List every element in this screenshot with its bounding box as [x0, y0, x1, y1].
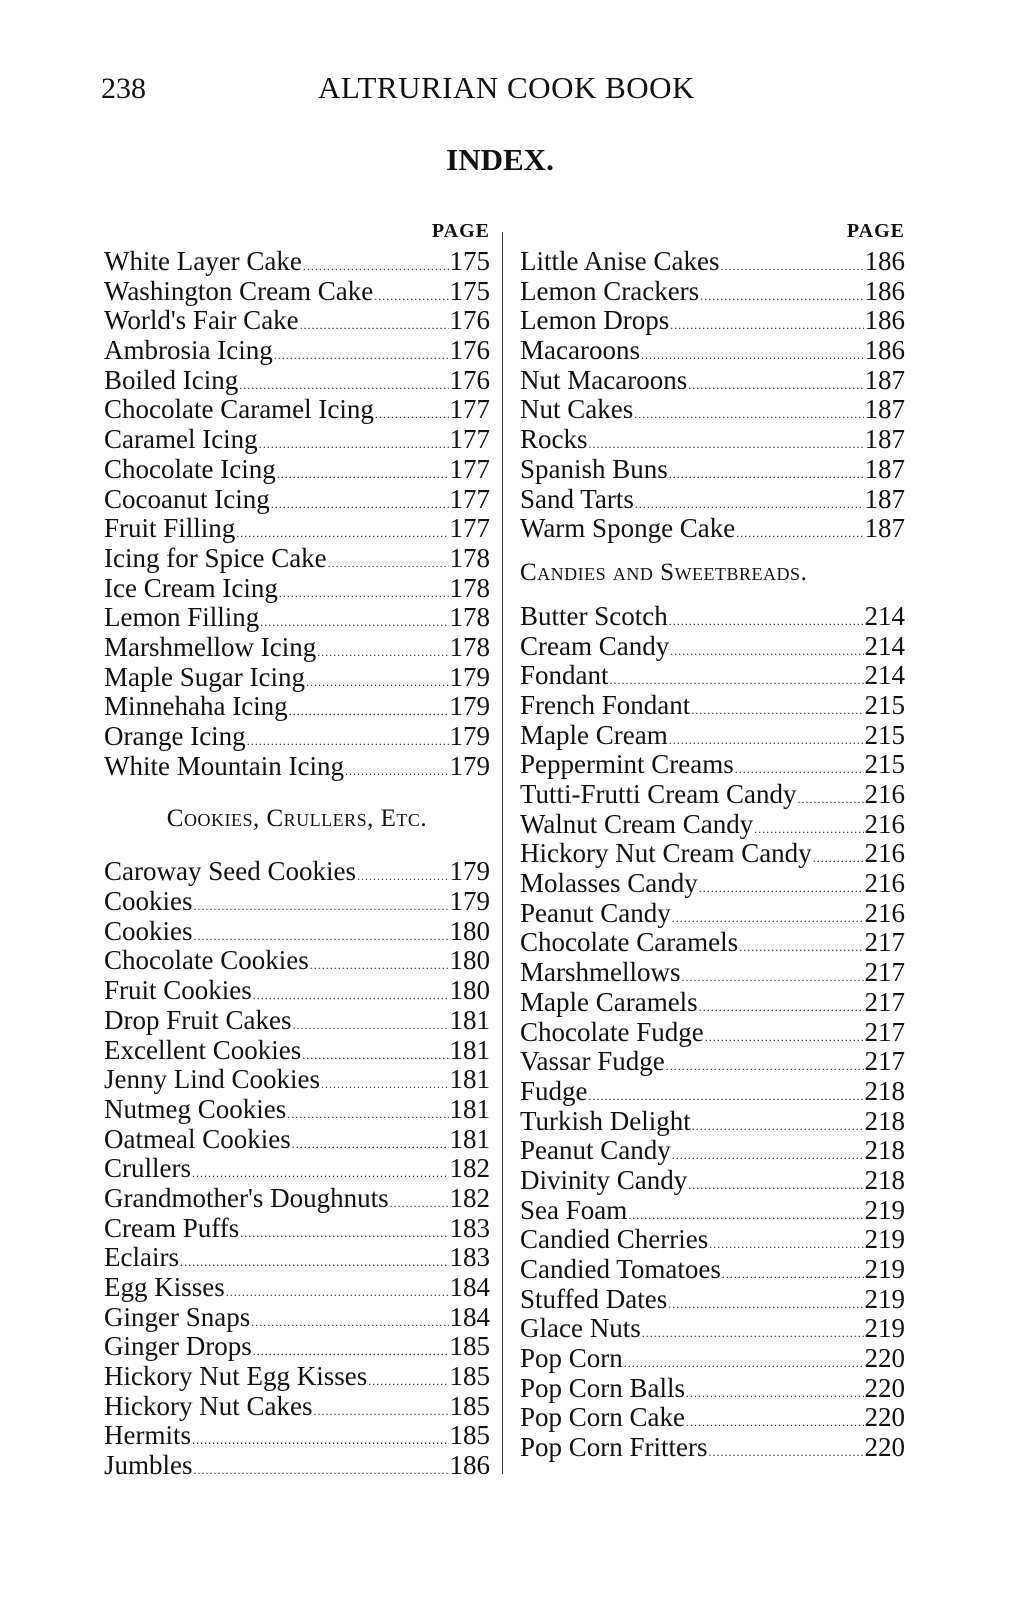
entry-page-number: 183	[449, 1212, 490, 1243]
entry-page-number: 178	[449, 602, 490, 633]
entry-title: Chocolate Cookies	[104, 945, 309, 976]
entry-title: Cookies	[104, 915, 193, 946]
entry-page-number: 185	[449, 1361, 490, 1392]
index-entry	[520, 899, 905, 929]
entry-title: Maple Caramels	[520, 986, 698, 1017]
entry-title: Spanish Buns	[520, 453, 668, 484]
entry-page-number: 187	[864, 483, 905, 514]
index-entry	[520, 602, 905, 632]
entry-page-number: 187	[864, 394, 905, 425]
entry-page-number: 180	[449, 945, 490, 976]
entry-page-number: 216	[864, 808, 905, 839]
entry-page-number: 177	[449, 483, 490, 514]
index-column-right	[520, 215, 905, 1463]
index-entry	[520, 247, 905, 277]
index-entry	[104, 574, 490, 604]
entry-title: Fudge	[520, 1075, 588, 1106]
entry-title: Nut Cakes	[520, 394, 634, 425]
entry-title: Hickory Nut Egg Kisses	[104, 1361, 368, 1392]
entry-page-number: 182	[449, 1153, 490, 1184]
index-entry	[104, 1362, 490, 1392]
entry-page-number: 214	[864, 660, 905, 691]
entry-page-number: 185	[449, 1331, 490, 1362]
entry-page-number: 179	[449, 721, 490, 751]
entry-title: Ginger Snaps	[104, 1301, 251, 1332]
index-entry	[520, 780, 905, 810]
entry-title: Lemon Filling	[104, 602, 260, 633]
entry-page-number: 186	[864, 305, 905, 336]
index-entry	[104, 1303, 490, 1333]
entry-title: Jumbles	[104, 1450, 193, 1481]
entry-page-number: 217	[864, 927, 905, 958]
entry-title: Hermits	[104, 1420, 191, 1451]
entry-page-number: 187	[864, 453, 905, 484]
entry-page-number: 182	[449, 1182, 490, 1213]
index-entry	[104, 1273, 490, 1303]
index-entry	[104, 1095, 490, 1125]
index-entry	[104, 1451, 490, 1481]
entry-page-number: 215	[864, 749, 905, 780]
entry-title: Orange Icing	[104, 721, 246, 751]
index-entry	[520, 1166, 905, 1196]
index-entry	[520, 1196, 905, 1226]
entry-list	[520, 247, 905, 544]
entry-page-number: 218	[864, 1075, 905, 1106]
index-entry	[520, 1314, 905, 1344]
entry-page-number: 187	[864, 364, 905, 395]
index-entry	[104, 485, 490, 515]
entry-title: Candied Cherries	[520, 1224, 709, 1255]
entry-page-number: 178	[449, 572, 490, 603]
entry-title: Minnehaha Icing	[104, 691, 288, 722]
index-entry	[104, 1243, 490, 1273]
index-entry	[104, 663, 490, 693]
index-entry	[104, 946, 490, 976]
index-entry	[520, 810, 905, 840]
entry-title: Pop Corn Fritters	[520, 1432, 708, 1463]
entry-page-number: 185	[449, 1420, 490, 1451]
entry-title: Crullers	[104, 1153, 191, 1184]
index-entry	[104, 1125, 490, 1155]
index-entry	[520, 1255, 905, 1285]
index-entry	[520, 1225, 905, 1255]
index-entry	[520, 632, 905, 662]
index-entry	[104, 603, 490, 633]
index-entry	[520, 277, 905, 307]
entry-page-number: 216	[864, 897, 905, 928]
entry-page-number: 219	[864, 1194, 905, 1225]
index-entry	[104, 247, 490, 277]
index-entry	[520, 1047, 905, 1077]
entry-title: Nut Macaroons	[520, 364, 688, 395]
entry-list	[104, 857, 490, 1480]
entry-page-number: 186	[864, 335, 905, 366]
index-entry	[104, 1421, 490, 1451]
index-entry	[104, 514, 490, 544]
index-entry	[520, 514, 905, 544]
index-entry	[520, 1018, 905, 1048]
entry-page-number: 180	[449, 975, 490, 1006]
entry-page-number: 220	[864, 1432, 905, 1463]
entry-page-number: 179	[449, 661, 490, 692]
index-entry	[104, 1392, 490, 1422]
entry-title: Pop Corn	[520, 1343, 623, 1374]
entry-page-number: 184	[449, 1301, 490, 1332]
entry-title: Fruit Cookies	[104, 975, 252, 1006]
index-entry	[104, 976, 490, 1006]
index-entry	[520, 869, 905, 899]
entry-title: Pop Corn Cake	[520, 1402, 685, 1433]
index-entry	[520, 306, 905, 336]
entry-title: Chocolate Caramel Icing	[104, 394, 374, 425]
entry-page-number: 185	[449, 1390, 490, 1421]
index-entry	[104, 366, 490, 396]
entry-title: White Layer Cake	[104, 246, 302, 276]
entry-list	[520, 602, 905, 1463]
entry-page-number: 218	[864, 1105, 905, 1136]
index-entry	[520, 839, 905, 869]
entry-title: Cookies	[104, 886, 193, 917]
entry-page-number: 176	[449, 364, 490, 395]
entry-title: Warm Sponge Cake	[520, 513, 736, 544]
entry-title: Eclairs	[104, 1242, 179, 1273]
entry-title: Chocolate Icing	[104, 453, 276, 484]
entry-title: Pop Corn Balls	[520, 1372, 686, 1403]
entry-title: Butter Scotch	[520, 600, 668, 631]
index-entry	[104, 306, 490, 336]
entry-page-number: 179	[449, 750, 490, 781]
entry-title: Icing for Spice Cake	[104, 542, 327, 573]
entry-title: Ice Cream Icing	[104, 572, 278, 603]
entry-page-number: 218	[864, 1164, 905, 1195]
entry-page-number: 186	[864, 275, 905, 306]
entry-page-number: 179	[449, 691, 490, 722]
entry-title: Divinity Candy	[520, 1164, 688, 1195]
entry-page-number: 177	[449, 453, 490, 484]
entry-title: Chocolate Fudge	[520, 1016, 704, 1047]
entry-title: Sand Tarts	[520, 483, 634, 514]
entry-page-number: 216	[864, 779, 905, 809]
entry-title: Turkish Delight	[520, 1105, 691, 1136]
entry-title: French Fondant	[520, 689, 691, 720]
index-entry	[104, 455, 490, 485]
index-entry	[104, 1154, 490, 1184]
entry-title: Drop Fruit Cakes	[104, 1004, 292, 1035]
section-heading-candies: Candies and Sweetbreads.	[520, 558, 808, 586]
entry-page-number: 218	[864, 1135, 905, 1166]
entry-title: Lemon Crackers	[520, 275, 700, 306]
entry-page-number: 180	[449, 915, 490, 946]
entry-title: Glace Nuts	[520, 1313, 641, 1344]
entry-page-number: 219	[864, 1283, 905, 1314]
index-entry	[104, 857, 490, 887]
index-entry	[104, 544, 490, 574]
running-head: ALTRURIAN COOK BOOK	[318, 70, 695, 105]
entry-page-number: 217	[864, 1016, 905, 1047]
entry-title: Cream Candy	[520, 630, 670, 661]
entry-title: Fondant	[520, 660, 609, 691]
entry-title: Vassar Fudge	[520, 1046, 665, 1077]
entry-page-number: 179	[449, 856, 490, 887]
entry-page-number: 219	[864, 1224, 905, 1255]
entry-title: Peanut Candy	[520, 897, 671, 928]
entry-page-number: 177	[449, 513, 490, 544]
index-entry	[520, 928, 905, 958]
index-entry	[520, 721, 905, 751]
section-heading-cookies: Cookies, Crullers, Etc.	[166, 805, 428, 833]
index-entry	[104, 692, 490, 722]
index-entry	[520, 661, 905, 691]
entry-title: Tutti-Frutti Cream Candy	[520, 779, 797, 809]
index-entry	[520, 1107, 905, 1137]
index-entry	[104, 722, 490, 752]
index-entry	[520, 691, 905, 721]
index-column-left	[104, 215, 490, 1481]
dot-leader	[709, 1433, 864, 1468]
index-entry	[520, 395, 905, 425]
index-entry	[520, 1344, 905, 1374]
index-entry	[104, 1036, 490, 1066]
entry-title: Marshmellows	[520, 957, 681, 988]
entry-title: Boiled Icing	[104, 364, 239, 395]
entry-title: Excellent Cookies	[104, 1034, 302, 1065]
page-column-label: PAGE	[431, 220, 490, 242]
dot-leader	[194, 1451, 449, 1486]
entry-page-number: 175	[449, 246, 490, 276]
entry-page-number: 184	[449, 1272, 490, 1302]
entry-title: Cream Puffs	[104, 1212, 240, 1243]
index-entry	[104, 1184, 490, 1214]
index-entry	[104, 277, 490, 307]
index-entry	[520, 988, 905, 1018]
entry-title: Caroway Seed Cookies	[104, 856, 356, 887]
entry-page-number: 177	[449, 394, 490, 425]
entry-page-number: 177	[449, 424, 490, 455]
entry-page-number: 216	[864, 838, 905, 869]
entry-page-number: 181	[449, 1004, 490, 1035]
entry-title: White Mountain Icing	[104, 750, 344, 781]
entry-page-number: 217	[864, 957, 905, 988]
entry-page-number: 215	[864, 719, 905, 750]
entry-title: Ginger Drops	[104, 1331, 252, 1362]
index-entry	[520, 958, 905, 988]
entry-page-number: 217	[864, 986, 905, 1017]
entry-title: Stuffed Dates	[520, 1283, 668, 1314]
index-entry	[520, 485, 905, 515]
index-entry	[104, 1214, 490, 1244]
entry-page-number: 181	[449, 1123, 490, 1154]
entry-page-number: 178	[449, 542, 490, 573]
index-entry	[104, 887, 490, 917]
page-number: 238	[101, 72, 146, 105]
entry-title: Jenny Lind Cookies	[104, 1064, 320, 1095]
entry-title: Macaroons	[520, 335, 640, 366]
entry-list	[104, 247, 490, 781]
entry-page-number: 181	[449, 1034, 490, 1065]
index-entry	[104, 336, 490, 366]
entry-page-number: 181	[449, 1093, 490, 1124]
entry-title: Molasses Candy	[520, 868, 698, 899]
index-entry	[520, 1403, 905, 1433]
entry-title: Fruit Filling	[104, 513, 236, 544]
entry-page-number: 214	[864, 600, 905, 631]
entry-title: Chocolate Caramels	[520, 927, 739, 958]
index-entry	[520, 336, 905, 366]
entry-page-number: 175	[449, 275, 490, 306]
entry-title: Peppermint Creams	[520, 749, 734, 780]
index-entry	[520, 1077, 905, 1107]
index-entry	[104, 1332, 490, 1362]
index-entry	[520, 425, 905, 455]
column-divider	[502, 232, 503, 1474]
index-entry	[104, 633, 490, 663]
index-entry	[104, 395, 490, 425]
entry-title: Hickory Nut Cakes	[104, 1390, 313, 1421]
entry-page-number: 220	[864, 1402, 905, 1433]
entry-page-number: 176	[449, 305, 490, 336]
index-entry	[520, 1374, 905, 1404]
index-entry	[520, 1136, 905, 1166]
entry-title: Ambrosia Icing	[104, 335, 273, 366]
entry-page-number: 186	[449, 1450, 490, 1481]
entry-page-number: 220	[864, 1343, 905, 1374]
entry-title: Washington Cream Cake	[104, 275, 374, 306]
index-entry	[520, 1433, 905, 1463]
index-title: INDEX.	[446, 142, 554, 177]
entry-page-number: 178	[449, 631, 490, 662]
entry-title: Caramel Icing	[104, 424, 258, 455]
entry-title: Sea Foam	[520, 1194, 628, 1225]
entry-title: Oatmeal Cookies	[104, 1123, 291, 1154]
entry-page-number: 219	[864, 1254, 905, 1284]
entry-page-number: 219	[864, 1313, 905, 1344]
entry-title: Walnut Cream Candy	[520, 808, 754, 839]
entry-page-number: 176	[449, 335, 490, 366]
entry-title: Hickory Nut Cream Candy	[520, 838, 812, 869]
entry-title: Grandmother's Doughnuts	[104, 1182, 389, 1213]
entry-page-number: 214	[864, 630, 905, 661]
entry-title: Little Anise Cakes	[520, 246, 720, 276]
entry-title: Cocoanut Icing	[104, 483, 270, 514]
index-entry	[520, 1285, 905, 1315]
entry-page-number: 179	[449, 886, 490, 917]
entry-page-number: 183	[449, 1242, 490, 1273]
page-column-label: PAGE	[846, 220, 905, 242]
entry-page-number: 186	[864, 246, 905, 276]
entry-title: Maple Sugar Icing	[104, 661, 305, 692]
index-entry	[520, 455, 905, 485]
index-entry	[104, 752, 490, 782]
entry-page-number: 187	[864, 513, 905, 544]
entry-page-number: 217	[864, 1046, 905, 1077]
entry-title: Peanut Candy	[520, 1135, 671, 1166]
entry-page-number: 181	[449, 1064, 490, 1095]
index-entry	[104, 1065, 490, 1095]
entry-title: Marshmellow Icing	[104, 631, 317, 662]
index-entry	[104, 425, 490, 455]
index-entry	[520, 750, 905, 780]
entry-page-number: 216	[864, 868, 905, 899]
entry-page-number: 215	[864, 689, 905, 720]
index-entry	[104, 917, 490, 947]
entry-page-number: 187	[864, 424, 905, 455]
index-entry	[520, 366, 905, 396]
entry-page-number: 220	[864, 1372, 905, 1403]
entry-title: Nutmeg Cookies	[104, 1093, 287, 1124]
entry-title: Maple Cream	[520, 719, 668, 750]
entry-title: Rocks	[520, 424, 588, 455]
entry-title: Lemon Drops	[520, 305, 670, 336]
index-entry	[104, 1006, 490, 1036]
entry-title: World's Fair Cake	[104, 305, 299, 336]
entry-title: Egg Kisses	[104, 1272, 225, 1302]
entry-title: Candied Tomatoes	[520, 1254, 721, 1284]
